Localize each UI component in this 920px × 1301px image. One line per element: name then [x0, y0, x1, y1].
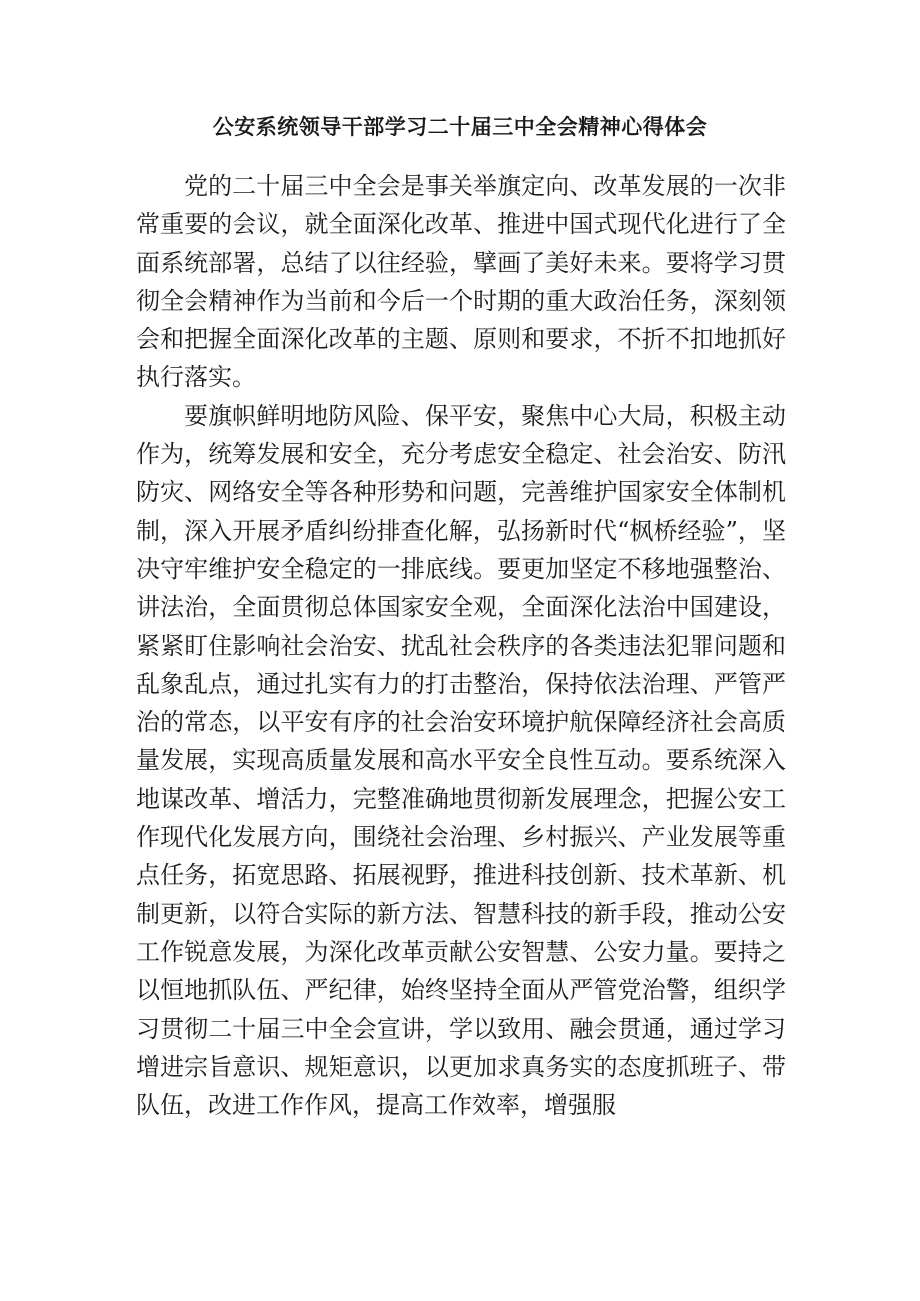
document-body [136, 167, 786, 1124]
paragraph-1: 党的二十届三中全会是事关举旗定向、改革发展的一次非常重要的会议，就全面深化改革、推进中国式现代化进行了全面系统部署，总结了以往经验，擘画了美好未来。要将学习贯彻全会精神作为当前和今后一个时期的重大政治任务，深刻领会和把握全面深化改革的主题、原则和要求，不折不扣地抓好执行落实。 [136, 172, 786, 392]
document-title: 公安系统领导干部学习二十届三中全会精神心得体会 [212, 115, 708, 139]
paragraph-2: 要旗帜鲜明地防风险、保平安，聚焦中心大局，积极主动作为，统筹发展和安全，充分考虑安全稳定、社会治安、防汛防灾、网络安全等各种形势和问题，完善维护国家安全体制机制，深入开展矛盾纠纷排查化解，弘扬新时代“枫桥经验”，坚决守牢维护安全稳定的一排底线。要更加坚定不移地强整治、讲法治，全面贯彻总体国家安全观，全面深化法治中国建设，紧紧盯住影响社会治安、扰乱社会秩序的各类违法犯罪问题和乱象乱点，通过扎实有力的打击整治，保持依法治理、严管严治的常态，以平安有序的社会治安环境护航保障经济社会高质量发展，实现高质量发展和高水平安全良性互动。要系统深入地谋改革、增活力，完整准确地贯彻新发展理念，把握公安工作现代化发展方向，围绕社会治理、乡村振兴、产业发展等重点任务，拓宽思路、拓展视野，推进科技创新、技术革新、机制更新，以符合实际的新方法、智慧科技的新手段，推动公安工作锐意发展，为深化改革贡献公安智慧、公安力量。要持之以恒地抓队伍、严纪律，始终坚持全面从严管党治警，组织学习贯彻二十届三中全会宣讲，学以致用、融会贯通，通过学习增进宗旨意识、规矩意识，以更加求真务实的态度抓班子、带队伍，改进工作作风，提高工作效率，增强服 [136, 401, 786, 1120]
